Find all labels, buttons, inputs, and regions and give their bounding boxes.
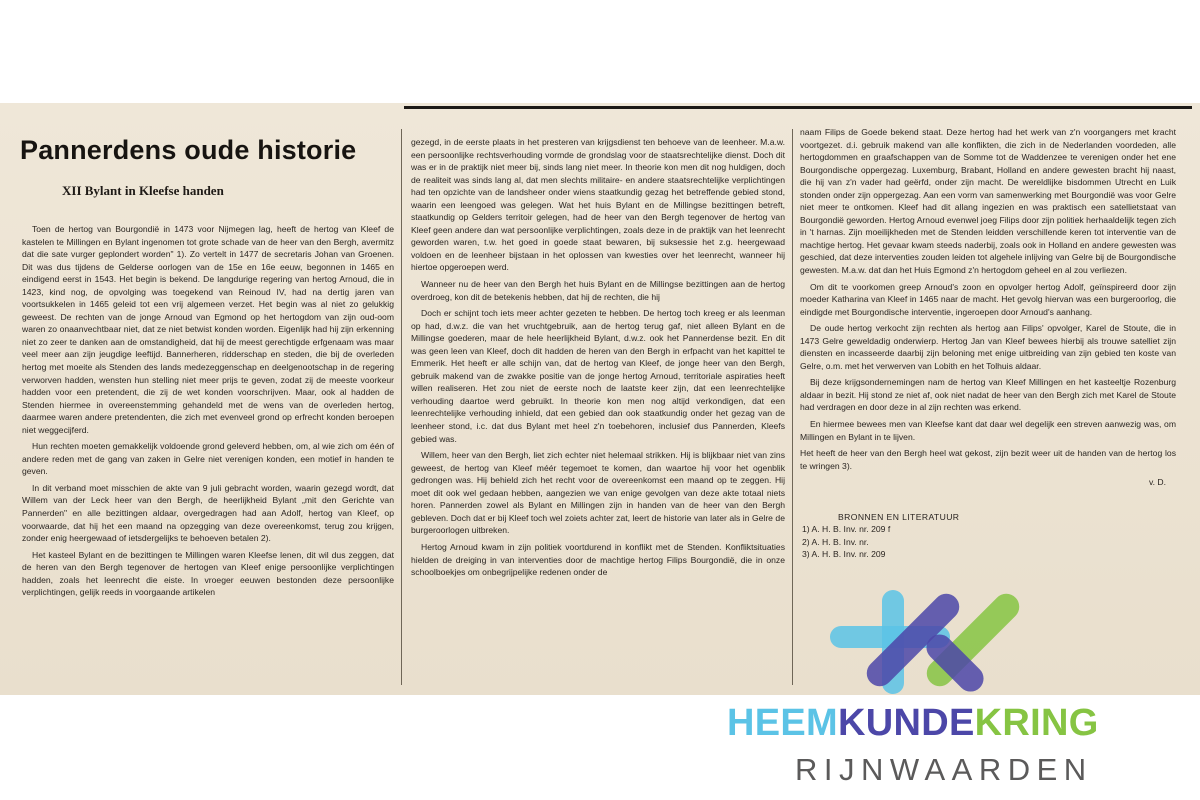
top-rule <box>404 106 1192 109</box>
column-divider <box>401 129 402 685</box>
paragraph: Willem, heer van den Bergh, liet zich echter niet helemaal strikken. Hij is blijkbaar niet van zins geweest, de hertog van Kleef méér tegemoet te komen, dan waartoe hij voor het ogenblik gedrongen was. Hij behield zich het recht voor de overeenkomst een maand op te zeggen. Hij moet dit ook wel gedaan hebben, aangezien we van enige gevolgen van deze akte totaal niets horen. Pannerden zowel als Bylant en Millingen zijn in handen van de heer van den Bergh gebleven. Doch dat er bij Kleef toch wel zoiets achter zat, leert de historie van later als in Gelre de burgeroorlogen uitbreken. <box>411 450 785 536</box>
paragraph: Hun rechten moeten gemakkelijk voldoende grond geleverd hebben, om, al wie zich om één of andere reden met de gang van zaken in Gelre niet verenigen konden, een motief in handen te geven. <box>22 441 394 477</box>
heemkundekring-logo-icon <box>830 590 1040 694</box>
author-signature: v. D. <box>1148 477 1166 488</box>
paragraph: gezegd, in de eerste plaats in het presteren van krijgsdienst ten behoeve van de leenheer. M.a.w. een persoonlijke rechtsverhouding vormde de grondslag voor de staatsrechtelijke dienst. Doch dit was er in de praktijk niet meer bij, sinds lang niet meer. In theorie kon men dit nog huldigen, doch de realiteit was sinds lang al, dat men slechts militaire- en andere staatsrechtelijke verplichtingen had ten opzichte van de landsheer onder wiens staatkundig gezag het betreffende gebied stond, waarin een leengoed was gelegen. Wat het huis Bylant en de Millingse bezittingen betreft, staatkundig op Gelders territoir gelegen, had de heer van den Bergh tegenover de hertog van Kleef geen andere dan wat persoonlijke verplichtingen, zoals deze in de praktijk van het leenrecht geworden waren, t.w. het goed in goede staat bewaren, bij suksessie het z.g. heergewaad voldoen en de leenheer bijstaan in het oplossen van kwesties over het leenrecht, wanneer hij hiertoe opgeroepen werd. <box>411 137 785 273</box>
paragraph: En hiermee bewees men van Kleefse kant dat daar wel degelijk een streven aanwezig was, om Millingen en Bylant in te lijven. <box>800 419 1176 442</box>
logo-subline: RIJNWAARDEN <box>795 752 1093 787</box>
logo-word-part: HEEM <box>727 702 838 744</box>
article-column-1 <box>22 223 394 603</box>
paragraph: De oude hertog verkocht zijn rechten als hertog aan Filips' opvolger, Karel de Stoute, die in 1473 Gelre geweldadig onderwierp. Hertog Jan van Kleef bewees hierbij als trouwe satelliet zijn diensten en incasseerde daarbij zijn beloning met enige uitbreiding van zijn gebied ten koste van Gelre, o.m. met het verwerven van Lobith en het Tolhuis aldaar. <box>800 323 1176 371</box>
paragraph: Het kasteel Bylant en de bezittingen te Millingen waren Kleefse lenen, dit wil dus zeggen, dat de heren van den Bergh tegenover de hertogen van Kleef enige persoonlijke verplichtingen hadden, zoals het leenrecht die eiste. In vroeger eeuwen bestonden deze persoonlijke verplichtingen, gelijk reeds in voorgaande artikelen <box>22 549 394 598</box>
paragraph: Toen de hertog van Bourgondië in 1473 voor Nijmegen lag, heeft de hertog van Kleef de kastelen te Millingen en Bylant ingenomen tot grote schade van de heer van den Bergh, avermitz dat die sate vurger geplondert worden" 1). Zo vertelt in 1477 de secretaris Johan van Groenen. Dit was dus tijdens de Gelderse oorlogen van de 15e en 16e eeuw, begonnen in 1465 en eindigend eerst in 1543. Het begin is bekend. De langdurige regering van hertog Arnoud, die in 1423, kind nog, de opvolging was toegekend van Reinoud IV, had na dertig jaren van voortsukkelen in 1465 geleid tot een vrij algemeen verzet. Het begin was al niet zo gelukkig geweest. De rechten van de jonge Arnoud van Egmond op het hertogdom van zijn oud-oom waren zo onaanvechtbaar niet, dat ze niet betwist konden worden. Eigenlijk had hij zijn erkenning niet zo zeer te danken aan de omstandigheid, dat hij de meest gerechtigde erfgenaam was maar veel meer aan zijn jeugdige leeftijd. Bannerheren, ridderschap en steden, die bij de overleden hertog met moeite als Stenden des lands medezeggenschap en deelgenootschap in de regering verworven hadden, wensten hun stelling niet meer prijs te geven, zodat zij de meeste voorkeur hadden voor een pretendent, die zij de wet konden voorschrijven. Maar, ook al hadden de Stenden hiermee in overeenstemming gehandeld met de wens van de overleden hertog, daarmee waren andere pretendenten, die zich met evenveel grond op erfrecht konden beroepen niet weggecijferd. <box>22 224 394 435</box>
literature-item: 3) A. H. B. Inv. nr. 209 <box>802 549 886 560</box>
paragraph: Het heeft de heer van den Bergh heel wat gekost, zijn bezit weer uit de handen van de hertog los te wringen 3). <box>800 448 1176 471</box>
paragraph: Hertog Arnoud kwam in zijn politiek voortdurend in konflikt met de Stenden. Konfliktsituaties hielden de dreiging in van interventies door de machtige hertog Filips Bourgondië, die in onze schoolboekjes om onbegrijpelijke redenen onder de <box>411 541 785 578</box>
logo-wordmark <box>727 703 1147 743</box>
article-subtitle: XII Bylant in Kleefse handen <box>62 183 224 198</box>
logo-word-part: KUNDE <box>838 702 975 744</box>
literature-list <box>802 523 1176 561</box>
paragraph: In dit verband moet misschien de akte van 9 juli gebracht worden, waarin gezegd wordt, dat Willem van der Leck heer van den Bergh, de heerlijkheid Bylant „mit den Gerichte van Pannerden" en alle bezittingen aldaar, overgedragen had aan Adolf, hertog van Kleef, op voorwaarde, dat hij het een maand na opzegging van deze overeenkomst, terug zou krijgen, zonder enig heergewaad of ietsdergelijks te behoeven betalen 2). <box>22 482 394 544</box>
paragraph: Wanneer nu de heer van den Bergh het huis Bylant en de Millingse bezittingen aan de hertog overdroeg, kon dit de betekenis hebben, dat hij de rechten, die hij <box>411 279 785 302</box>
paragraph: Bij deze krijgsondernemingen nam de hertog van Kleef Millingen en het kasteeltje Rozenburg aldaar in bezit. Hij stond ze niet af, ook niet nadat de heer van den Bergh zich met Karel de Stoute had verdragen en door deze in al zijn rechten was erkend. <box>800 377 1176 413</box>
literature-item: 2) A. H. B. Inv. nr. <box>802 536 869 547</box>
article-column-3 <box>800 126 1176 561</box>
literature-heading: BRONNEN EN LITERATUUR <box>838 511 960 522</box>
paragraph: Doch er schijnt toch iets meer achter gezeten te hebben. De hertog toch kreeg er als leenman op had, d.w.z. die van het vruchtgebruik, aan de hertog terug gaf, niet alleen Bylant en de Millingse goederen, maar de hele heerlijkheid Bylant, d.w.z. ook het Pannerdense bezit. En dit was geen leen van Kleef, doch dit hadden de heren van den Bergh in erfpacht van het kapittel te Emmerik. Het heeft er alle schijn van, dat de hertog van Kleef, de jonge heer van den Bergh, gebruik makend van de zwakke positie van de jonge hertog Arnoud, territoriale aspiraties heeft willen realiseren. Het zou niet de eerste noch de laatste keer zijn, dat een leenrechtelijke verhouding daartoe werd gebruikt. In theorie kon men nog altijd verkondigen, dat een leenrechtelijke verhouding inhield, dat een gebied dan ook staatkundig onder het gezag van de leenheer stond, i.c. dat dus Bylant met heel z'n toebehoren, inclusief dus Pannerden, Kleefs gebied was. <box>411 308 785 444</box>
paragraph: naam Filips de Goede bekend staat. Deze hertog had het werk van z'n voorgangers met kracht voortgezet. d.i. gebruik makend van alle konflikten, die zich in de Nederlanden voordeden, alle hertogdommen en graafschappen van de Somme tot de Waddenzee te verenigen onder het ene Bourgondische oppergezag. Luxemburg, Brabant, Holland en andere gewesten bracht hij naast, die hij van z'n vader had geërfd, onder zijn macht. De wereldlijke bisdommen Utrecht en Luik stonden onder zijn oppergezag. Aan een vorm van samenwerking met Bourgondië was voor Gelre niet meer te ontkomen. Kleef had dit allang ingezien en was praktisch een satellietstaat van Bourgondië geworden. Hertog Arnoud evenwel joeg Filips door zijn politiek herhaaldelijk tegen zich in 't harnas. Zijn moeilijkheden met de Stenden leidden verschillende keren tot interventie van de machtige hertog. Het gevaar kwam steeds naderbij, zoals ook in Holland en andere gewesten was geschied, dat deze interventies zouden leiden tot algehele inlijving van Gelre bij de Bourgondische gewesten. M.a.w. dat dan het Huis Egmond z'n hertogdom geheel en al zou verliezen. <box>800 127 1176 276</box>
article-title: Pannerdens oude historie <box>20 135 357 165</box>
article-column-2 <box>411 136 785 583</box>
logo-word-part: KRING <box>974 702 1099 744</box>
literature-item: 1) A. H. B. Inv. nr. 209 f <box>802 524 891 535</box>
column-divider <box>792 129 793 685</box>
paragraph: Om dit te voorkomen greep Arnoud's zoon en opvolger hertog Adolf, geïnspireerd door zijn moeder Katharina van Kleef in 1465 naar de macht. Het gevolg hiervan was een burgeroorlog, die eindigde met Bourgondische interventie, ingeroepen door Arnoud's aanhang. <box>800 281 1176 317</box>
